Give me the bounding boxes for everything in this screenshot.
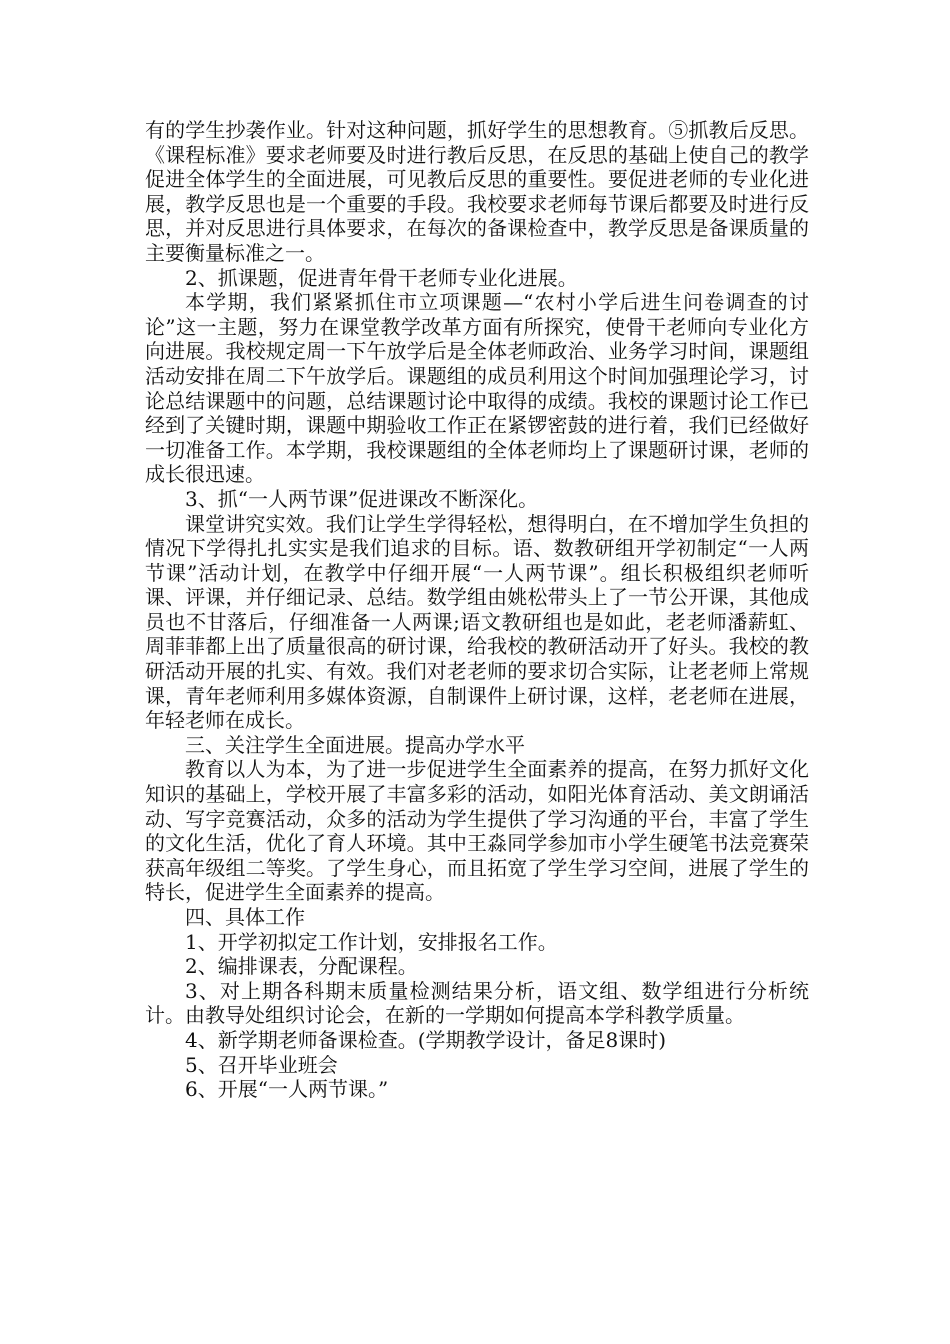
list-item-1: 1、开学初拟定工作计划，安排报名工作。: [185, 929, 558, 954]
list-item-2: 2、编排课表，分配课程。: [185, 954, 418, 979]
list-item-6: 6、开展“一人两节课。”: [185, 1077, 389, 1102]
document-body: [145, 118, 809, 1102]
list-item-3: 3、对上期各科期末质量检测结果分析，语文组、数学组进行分析统计。由教导处组织讨论会，在新的一学期如何提高本学科教学质量。: [145, 978, 809, 1028]
paragraph-7: 教育以人为本，为了进一步促进学生全面素养的提高，在努力抓好文化知识的基础上，学校开展了丰富多彩的活动，如阳光体育活动、美文朗诵活动、写字竞赛活动，众多的活动为学生提供了学习沟通的平台，丰富了学生的文化生活，优化了育人环境。其中王淼同学参加市小学生硬笔书法竞赛荣获高年级组二等奖。了学生身心，而且拓宽了学生学习空间，进展了学生的特长，促进学生全面素养的提高。: [145, 757, 809, 905]
paragraph-3: 本学期，我们紧紧抓住市立项课题—“农村小学后进生问卷调查的讨论”这一主题，努力在课堂教学改革方面有所探究，使骨干老师向专业化方向进展。我校规定周一下午放学后是全体老师政治、业务学习时间，课题组活动安排在周二下午放学后。课题组的成员利用这个时间加强理论学习，讨论总结课题中的问题，总结课题讨论中取得的成绩。我校的课题讨论工作已经到了关键时期，课题中期验收工作正在紧锣密鼓的进行着，我们已经做好一切准备工作。本学期，我校课题组的全体老师均上了课题研讨课，老师的成长很迅速。: [145, 290, 809, 487]
paragraph-1: 有的学生抄袭作业。针对这种问题，抓好学生的思想教育。⑤抓教后反思。《课程标准》要求老师要及时进行教后反思，在反思的基础上使自己的教学促进全体学生的全面进展，可见教后反思的重要性。要促进老师的专业化进展，教学反思也是一个重要的手段。我校要求老师每节课后都要及时进行反思，并对反思进行具体要求，在每次的备课检查中，教学反思是备课质量的主要衡量标准之一。: [145, 118, 809, 265]
list-item-5: 5、召开毕业班会: [185, 1052, 338, 1077]
section-heading-3: 三、关注学生全面进展。提高办学水平: [185, 732, 525, 757]
paragraph-4: 3、抓“一人两节课”促进课改不断深化。: [185, 486, 539, 511]
paragraph-2: 2、抓课题，促进青年骨干老师专业化进展。: [185, 265, 578, 290]
list-item-4: 4、新学期老师备课检查。(学期教学设计，备足8课时): [185, 1027, 667, 1052]
paragraph-5: 课堂讲究实效。我们让学生学得轻松，想得明白，在不增加学生负担的情况下学得扎扎实实是我们追求的目标。语、数教研组开学初制定“一人两节课”活动计划，在教学中仔细开展“一人两节课”。组长积极组织老师听课、评课，并仔细记录、总结。数学组由姚松带头上了一节公开课，其他成员也不甘落后，仔细准备一人两课;语文教研组也是如此，老老师潘薪虹、周菲菲都上出了质量很高的研讨课，给我校的教研活动开了好头。我校的教研活动开展的扎实、有效。我们对老老师的要求切合实际，让老老师上常规课，青年老师利用多媒体资源，自制课件上研讨课，这样，老老师在进展，年轻老师在成长。: [145, 511, 809, 733]
section-heading-4: 四、具体工作: [185, 905, 305, 929]
